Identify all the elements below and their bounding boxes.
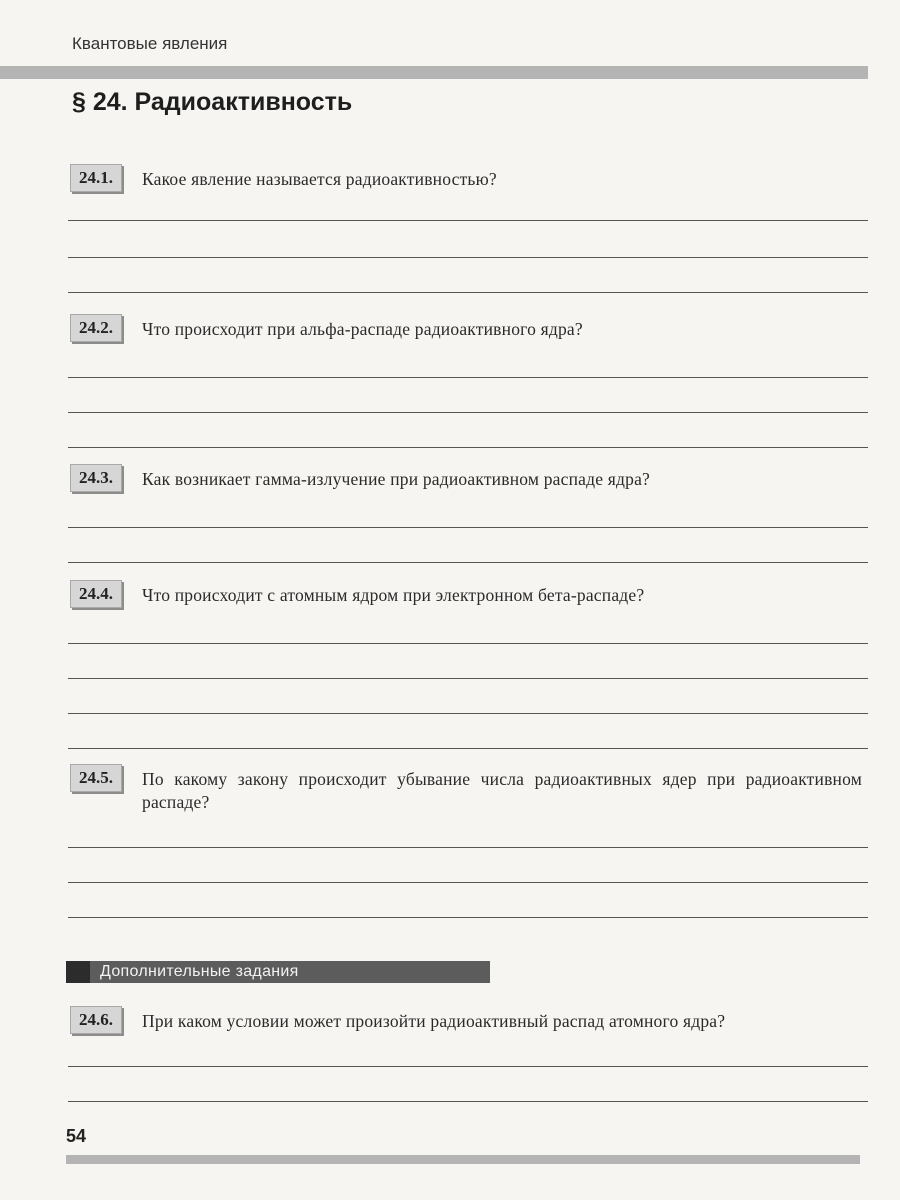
task-number: 24.6.	[70, 1006, 122, 1034]
additional-tasks-header	[66, 961, 490, 983]
task-number: 24.3.	[70, 464, 122, 492]
task-number: 24.4.	[70, 580, 122, 608]
answer-line[interactable]	[68, 1101, 868, 1102]
task-24-3	[68, 464, 868, 563]
answer-line[interactable]	[68, 527, 868, 528]
answer-line[interactable]	[68, 220, 868, 221]
task-question: Какое явление называется радиоактивностью?	[142, 169, 497, 189]
footer-rule	[66, 1155, 860, 1164]
answer-line[interactable]	[68, 678, 868, 679]
task-24-6	[68, 1006, 868, 1102]
task-header	[68, 764, 868, 814]
answer-line[interactable]	[68, 562, 868, 563]
page-number: 54	[66, 1126, 87, 1146]
answer-line[interactable]	[68, 713, 868, 714]
task-number: 24.2.	[70, 314, 122, 342]
answer-line[interactable]	[68, 257, 868, 258]
answer-line[interactable]	[68, 447, 868, 448]
additional-tasks-label: Дополнительные задания	[100, 963, 299, 980]
task-header	[68, 1006, 868, 1033]
answer-line[interactable]	[68, 292, 868, 293]
header-rule	[0, 66, 868, 79]
answer-line[interactable]	[68, 882, 868, 883]
task-24-1	[68, 164, 868, 293]
task-header	[68, 580, 868, 607]
task-question: Что происходит с атомным ядром при электронном бета-распаде?	[142, 585, 645, 605]
task-number: 24.1.	[70, 164, 122, 192]
task-question: По какому закону происходит убывание числа радиоактивных ядер при радиоактивном распаде?	[142, 769, 862, 812]
section-marker	[66, 961, 90, 983]
answer-line[interactable]	[68, 643, 868, 644]
task-24-5	[68, 764, 868, 918]
task-question: Как возникает гамма-излучение при радиоактивном распаде ядра?	[142, 469, 651, 489]
answer-line[interactable]	[68, 377, 868, 378]
task-question: Что происходит при альфа-распаде радиоактивного ядра?	[142, 319, 583, 339]
task-24-2	[68, 314, 868, 448]
task-header	[68, 464, 868, 491]
answer-line[interactable]	[68, 412, 868, 413]
answer-line[interactable]	[68, 847, 868, 848]
task-header	[68, 164, 868, 191]
task-question: При каком условии может произойти радиоактивный распад атомного ядра?	[142, 1011, 726, 1031]
running-head: Квантовые явления	[72, 34, 228, 53]
answer-line[interactable]	[68, 1066, 868, 1067]
answer-line[interactable]	[68, 748, 868, 749]
answer-line[interactable]	[68, 917, 868, 918]
task-header	[68, 314, 868, 341]
task-24-4	[68, 580, 868, 749]
section-title: § 24. Радиоактивность	[72, 88, 353, 116]
task-number: 24.5.	[70, 764, 122, 792]
